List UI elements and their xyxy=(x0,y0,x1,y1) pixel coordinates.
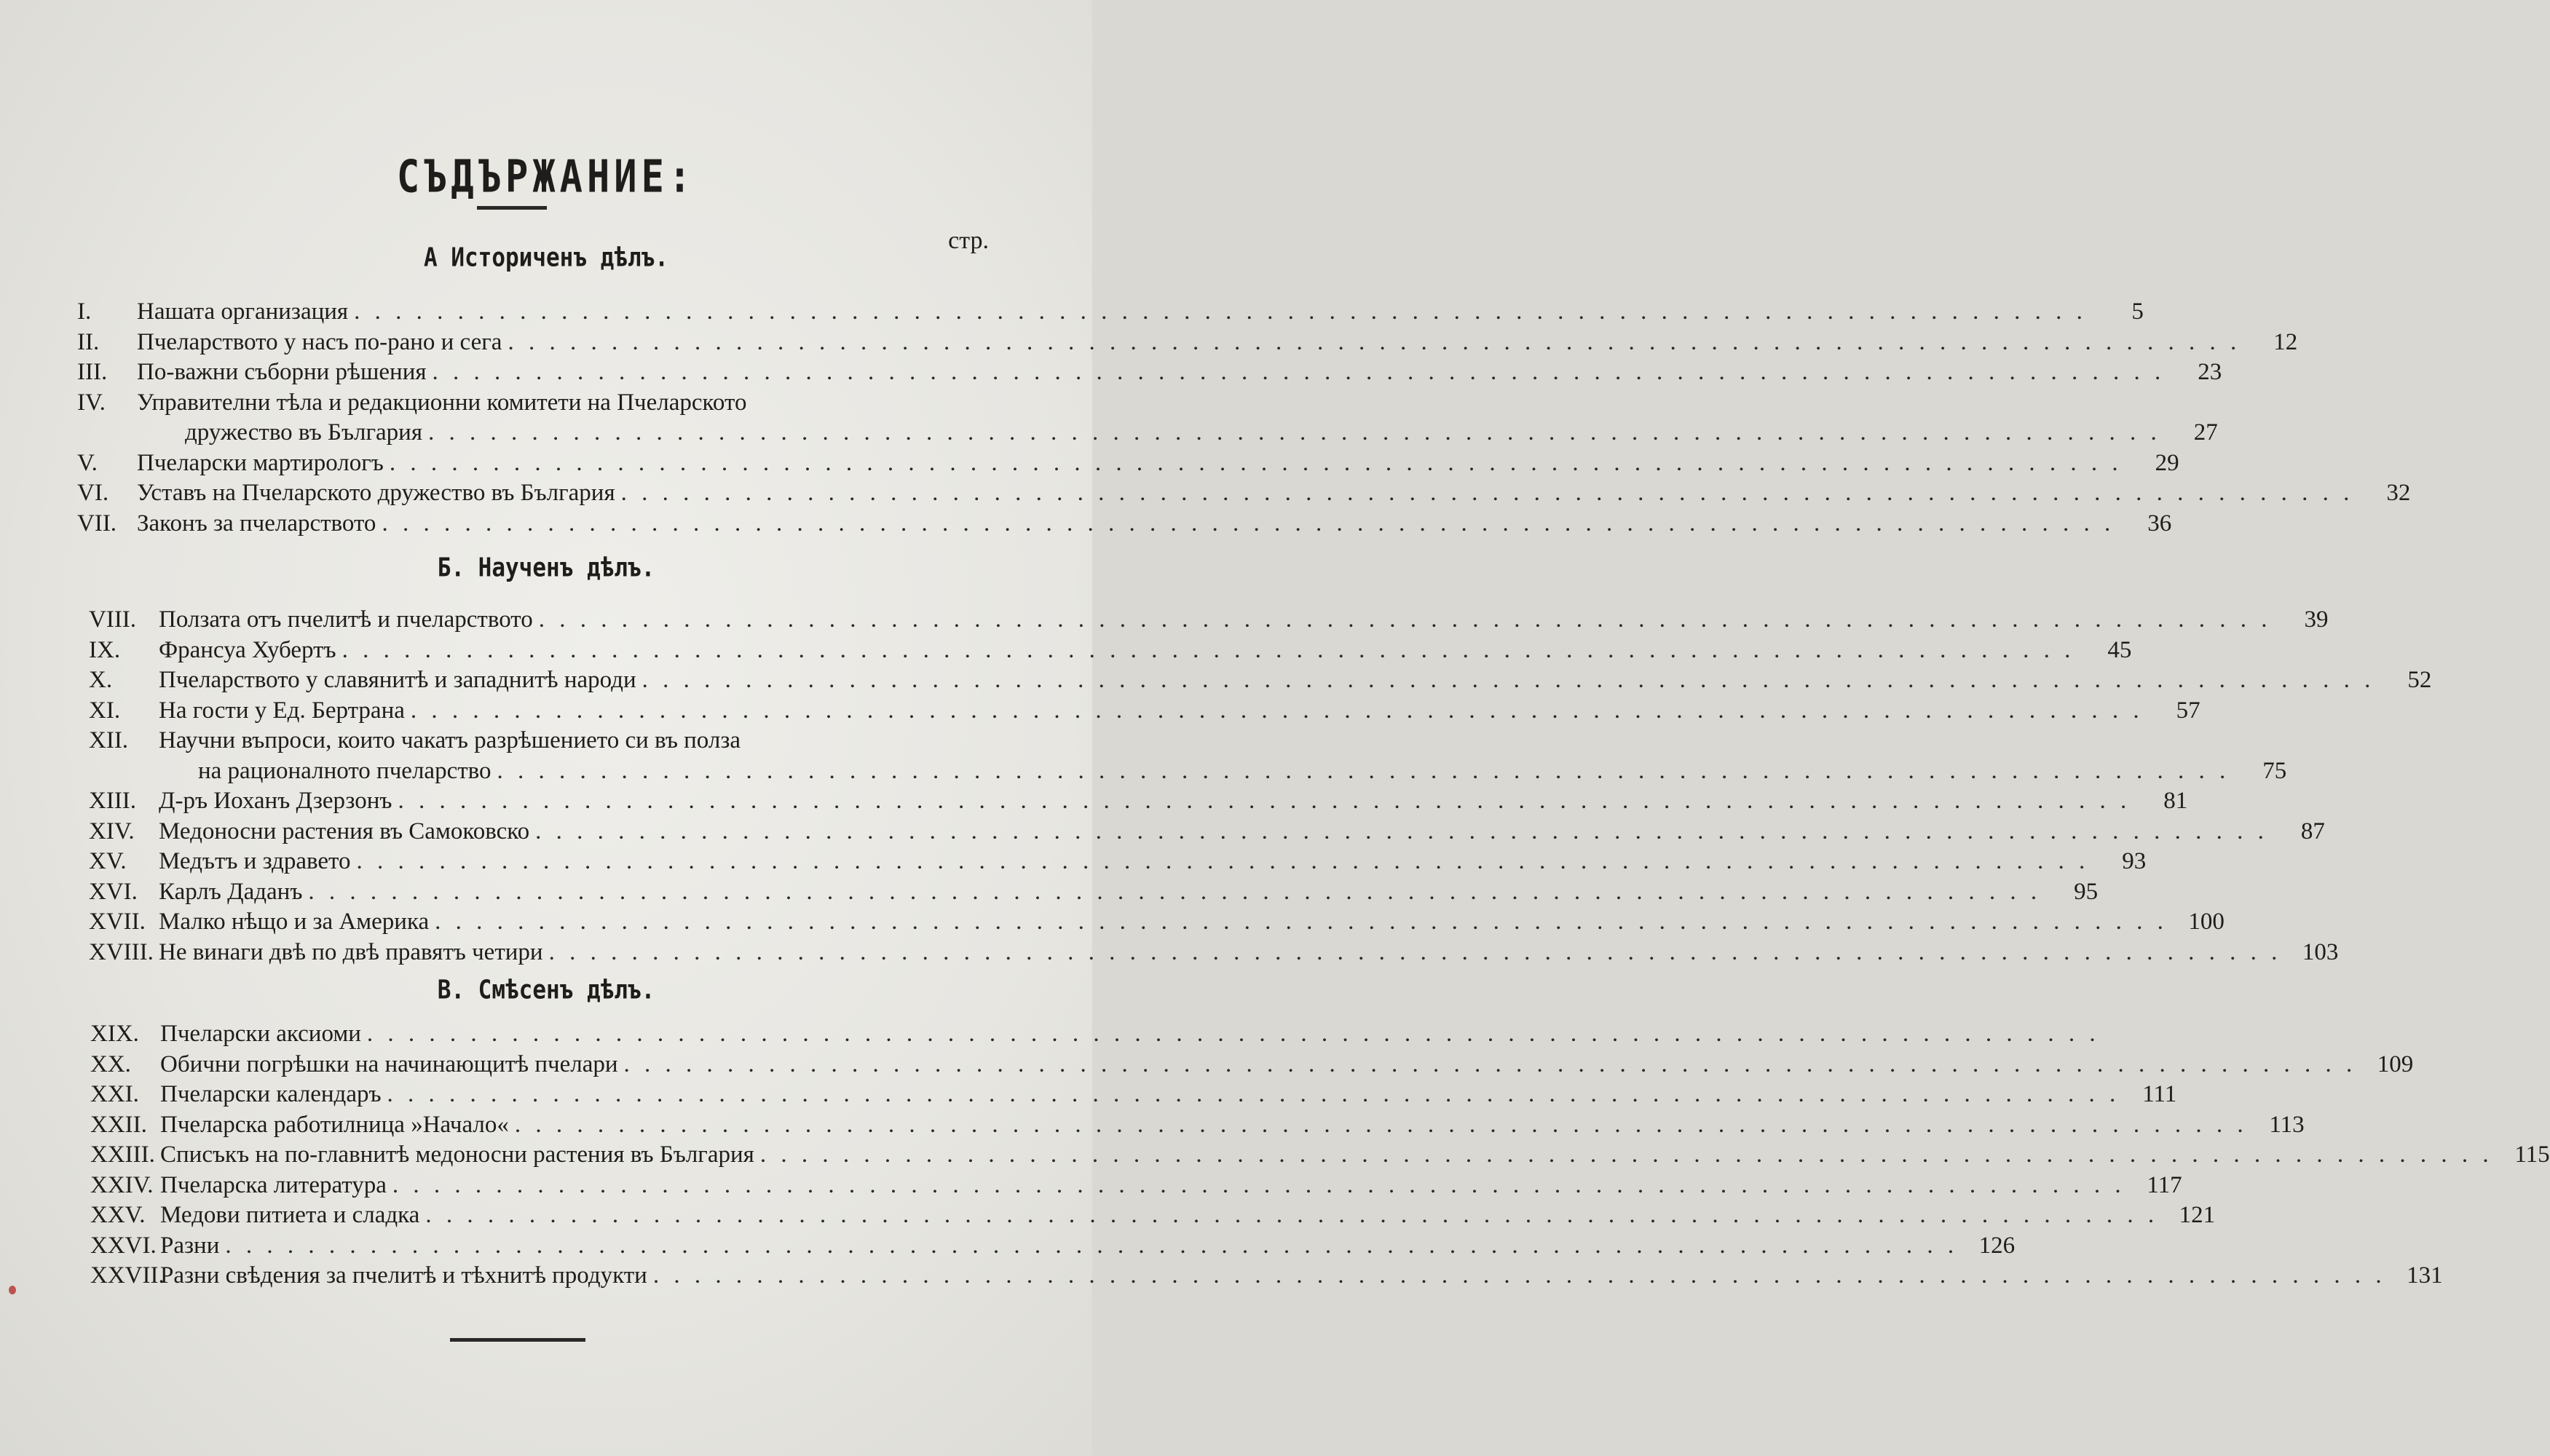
red-ink-stain xyxy=(9,1286,16,1294)
entry-page: 100 xyxy=(2188,909,2225,935)
dot-leader xyxy=(390,448,2123,479)
entry-title: Пчеларски аксиоми xyxy=(160,1021,361,1047)
entry-title: Карлъ Даданъ xyxy=(159,878,303,905)
toc-list-a xyxy=(77,297,2411,539)
entry-title: Не винаги двѣ по двѣ правятъ четири xyxy=(159,938,543,965)
dot-leader xyxy=(549,938,2282,968)
toc-entry xyxy=(90,1200,2216,1231)
entry-title: По-важни съборни рѣшения xyxy=(137,359,427,385)
entry-title: Д-ръ Иоханъ Дзерзонъ xyxy=(159,788,392,814)
dot-leader xyxy=(508,328,2241,358)
entry-page: 81 xyxy=(2163,788,2188,814)
toc-entry xyxy=(90,1080,2177,1110)
dot-leader xyxy=(398,786,2131,817)
entry-number: XVI. xyxy=(89,878,138,905)
dot-leader xyxy=(411,696,2144,727)
toc-entry xyxy=(89,817,2325,847)
entry-number: XXIV. xyxy=(90,1171,154,1198)
entry-title: Пчеларска литература xyxy=(160,1171,387,1198)
entry-page: 109 xyxy=(2377,1051,2414,1077)
entry-title: Медоносни растения въ Самоковско xyxy=(159,818,530,844)
toc-list-b xyxy=(89,605,2432,968)
entry-title: Научни въпроси, които чакатъ разрѣшението си въ полза xyxy=(159,727,741,753)
toc-entry xyxy=(89,786,2188,817)
dot-leader xyxy=(497,756,2230,787)
dot-leader xyxy=(621,478,2354,509)
entry-number: II. xyxy=(77,328,100,355)
entry-title-continued: дружество въ България xyxy=(185,419,423,446)
entry-page: 75 xyxy=(2262,757,2287,784)
toc-entry xyxy=(89,605,2329,636)
dot-leader xyxy=(342,636,2075,666)
toc-entry xyxy=(90,1050,2414,1080)
entry-page: 111 xyxy=(2142,1081,2177,1107)
entry-number: IX. xyxy=(89,636,121,663)
toc-entry xyxy=(89,877,2099,908)
toc-entry xyxy=(89,847,2147,877)
entry-number: V. xyxy=(77,449,98,476)
dot-leader xyxy=(387,1080,2120,1110)
entry-page: 117 xyxy=(2147,1171,2182,1198)
toc-entry xyxy=(89,665,2432,696)
entry-page: 32 xyxy=(2386,480,2411,506)
section-title-c: В. Смѣсенъ дѣлъ. xyxy=(437,975,655,1005)
entry-page: 95 xyxy=(2074,878,2099,905)
dot-leader xyxy=(760,1140,2493,1171)
entry-title: Медови питиета и сладка xyxy=(160,1202,420,1228)
toc-entry xyxy=(90,1019,980,1050)
entry-number: XXVII. xyxy=(90,1262,165,1289)
entry-title: Списъкъ на по-главнитѣ медоносни растения въ България xyxy=(160,1142,754,1168)
dot-leader xyxy=(435,907,2168,938)
entry-number: I. xyxy=(77,298,92,325)
entry-page: 113 xyxy=(2269,1111,2305,1138)
entry-page: 36 xyxy=(2147,510,2172,537)
entry-title: Разни свѣдения за пчелитѣ и тѣхнитѣ продукти xyxy=(160,1262,647,1289)
dot-leader xyxy=(382,509,2115,539)
entry-page: 57 xyxy=(2176,697,2200,724)
entry-title: Франсуа Хубертъ xyxy=(159,636,336,663)
entry-page: 27 xyxy=(2193,419,2218,446)
entry-number: XII. xyxy=(89,727,129,753)
entry-page: 12 xyxy=(2273,328,2298,355)
toc-list-c xyxy=(90,1019,2550,1291)
entry-title: Пчеларството у славянитѣ и западнитѣ народи xyxy=(159,667,636,693)
toc-entry xyxy=(90,1110,2305,1141)
dot-leader xyxy=(539,605,2272,636)
entry-number: XVIII. xyxy=(89,938,154,965)
entry-page: 39 xyxy=(2304,606,2329,633)
entry-title: На гости у Ед. Бертрана xyxy=(159,697,405,724)
dot-leader xyxy=(354,297,2087,328)
entry-title: Пчеларски мартирологъ xyxy=(137,449,384,476)
toc-entry xyxy=(90,1140,2550,1171)
toc-entry xyxy=(77,448,2179,479)
page-title: СЪДЪРЖАНИЕ: xyxy=(396,151,696,203)
dot-leader xyxy=(624,1050,2357,1080)
toc-entry xyxy=(77,297,2144,328)
entry-title: Законъ за пчеларството xyxy=(137,510,376,537)
toc-entry xyxy=(89,938,2339,968)
entry-page: 131 xyxy=(2407,1262,2443,1289)
dot-leader xyxy=(653,1261,2386,1291)
entry-page: 121 xyxy=(2179,1202,2216,1228)
dot-leader xyxy=(308,877,2041,908)
entry-page: 115 xyxy=(2514,1142,2550,1168)
entry-title: Управителни тѣла и редакционни комитети на Пчеларското xyxy=(137,389,747,416)
entry-page: 52 xyxy=(2407,667,2432,693)
entry-title: Нашата организация xyxy=(137,298,349,325)
entry-title: Малко нѣщо и за Америка xyxy=(159,909,430,935)
entry-page: 5 xyxy=(2131,298,2144,325)
entry-title: Ползата отъ пчелитѣ и пчеларството xyxy=(159,606,533,633)
entry-number: XVII. xyxy=(89,909,146,935)
toc-entry xyxy=(77,357,2222,388)
entry-title-continued: на рационалното пчеларство xyxy=(198,757,492,784)
entry-number: XI. xyxy=(89,697,121,724)
toc-entry xyxy=(77,509,2172,539)
section-title-b: Б. Наученъ дѣлъ. xyxy=(437,553,655,583)
entry-number: VIII. xyxy=(89,606,137,633)
entry-page: 29 xyxy=(2155,449,2179,476)
dot-leader xyxy=(367,1019,2100,1050)
dot-leader xyxy=(433,357,2166,388)
entry-number: XXII. xyxy=(90,1111,147,1138)
toc-entry xyxy=(89,726,2287,786)
entry-number: XXIII. xyxy=(90,1142,155,1168)
dot-leader xyxy=(425,1200,2158,1231)
page-column-header: стр. xyxy=(948,227,989,254)
title-underline xyxy=(477,206,547,210)
toc-entry xyxy=(77,328,2298,358)
entry-page: 103 xyxy=(2302,938,2339,965)
dot-leader xyxy=(357,847,2090,877)
entry-number: X. xyxy=(89,667,113,693)
entry-number: XIX. xyxy=(90,1021,139,1047)
entry-number: VII. xyxy=(77,510,117,537)
entry-title: Пчеларството у насъ по-рано и сега xyxy=(137,328,502,355)
entry-title: Разни xyxy=(160,1232,220,1259)
toc-entry xyxy=(77,478,2411,509)
entry-page: 126 xyxy=(1978,1232,2016,1259)
entry-number: III. xyxy=(77,359,108,385)
entry-page: 93 xyxy=(2122,848,2147,874)
dot-leader xyxy=(428,418,2161,448)
entry-title: Уставъ на Пчеларското дружество въ България xyxy=(137,480,615,506)
entry-title: Пчеларска работилница »Начало« xyxy=(160,1111,509,1138)
dot-leader xyxy=(392,1171,2125,1201)
dot-leader xyxy=(225,1231,1958,1262)
entry-number: XIII. xyxy=(89,788,137,814)
toc-entry xyxy=(90,1231,2016,1262)
dot-leader xyxy=(642,665,2375,696)
entry-number: XIV. xyxy=(89,818,135,844)
toc-entry xyxy=(90,1171,2182,1201)
section-title-a: А Историченъ дѣлъ. xyxy=(424,242,668,273)
entry-number: XX. xyxy=(90,1051,131,1077)
entry-number: XXV. xyxy=(90,1202,146,1228)
entry-number: IV. xyxy=(77,389,106,416)
entry-page: 23 xyxy=(2198,359,2222,385)
entry-number: VI. xyxy=(77,480,109,506)
entry-title: Пчеларски календаръ xyxy=(160,1081,382,1107)
toc-entry xyxy=(89,907,2225,938)
toc-entry xyxy=(89,636,2132,666)
entry-page: 87 xyxy=(2300,818,2325,844)
entry-number: XXVI. xyxy=(90,1232,157,1259)
toc-entry xyxy=(89,696,2200,727)
dot-leader xyxy=(535,817,2268,847)
entry-title: Обични погрѣшки на начинающитѣ пчелари xyxy=(160,1051,618,1077)
bottom-rule xyxy=(450,1338,585,1342)
entry-number: XV. xyxy=(89,848,127,874)
entry-number: XXI. xyxy=(90,1081,139,1107)
dot-leader xyxy=(515,1110,2248,1141)
toc-entry xyxy=(77,388,2218,448)
entry-page: 45 xyxy=(2107,636,2132,663)
entry-title: Медътъ и здравето xyxy=(159,848,351,874)
toc-entry xyxy=(90,1261,2443,1291)
